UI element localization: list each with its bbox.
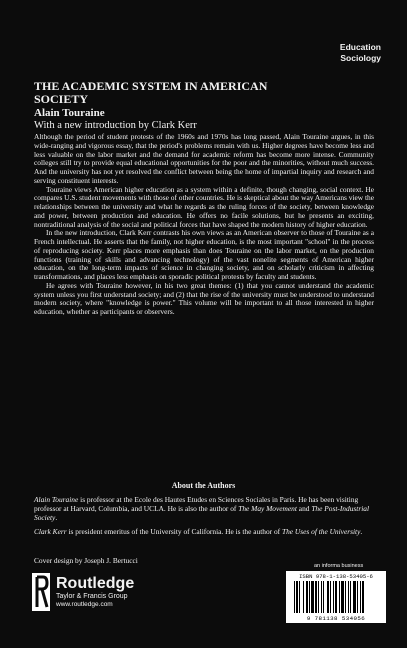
about-authors-heading: About the Authors [171,481,236,490]
barcode-bar [360,581,361,613]
kerr-bio: Clark Kerr is president emeritus of the University of California. He is the author of The Uses of the University. [34,527,363,537]
barcode-bar [303,581,304,613]
barcode-bar [296,581,298,613]
introduction-credit: With a new introduction by Clark Kerr [34,120,197,131]
barcode-bar [348,581,349,613]
touraine-bio: Alain Touraine is professor at the Ecole des Hautes Etudes en Sciences Sociales in Paris. He has been visiting professor at Harvard, Columbia, and UCLA. He is also the author of The May Movement and The Post-Industrial Society. [34,495,370,522]
description-paragraph-2: Touraine views American higher education as a system within a definite, though changing, social context. He compares U.S. student movements with those of other countries. He is skeptical about the way Americans view the relationships between the university and what he regards as the ruling forces of the society, between knowledge and power, between production and education. He offers no facile solutions, but he presents an exciting, nontraditional analysis of the social and political forces that have shaped the modern history of higher education. [34,184,374,229]
barcode-bar [299,581,300,613]
barcode-bar [333,581,334,613]
isbn-barcode [286,571,386,623]
category-sociology: Sociology [340,53,381,63]
barcode-bar [362,581,364,613]
barcode-bar [318,581,319,613]
barcode-bar [311,581,314,613]
description-paragraph-3: In the new introduction, Clark Kerr contrasts his own views as an American observer to those of Touraine as a French intellectual. He asserts that the family, not higher education, is the most important "school" in the process of reproducing society. Kerr places more emphasis than does Touraine on the labor market, on the production functions (training of skills and advancing technology) of the vast nonelite segments of American higher education, on the long-term impacts of science in changing society, and on scholarly criticism in affecting transformations, and places less emphasis on sporadic political protests by faculty and students. [34,228,374,281]
barcode-bar [353,581,356,613]
cover-design-credit: Cover design by Joseph J. Bertucci [34,556,138,565]
author-name: Alain Touraine [34,107,105,119]
barcode-bar [294,581,295,613]
category-education: Education [339,42,381,52]
barcode-bar [341,581,344,613]
publisher-name: Routledge [56,575,135,592]
barcode-bar [345,581,346,613]
barcode-bar [315,581,317,613]
barcode-bar [330,581,331,613]
barcode-bar [323,581,324,613]
publisher-logo [32,573,134,611]
subject-category [340,42,381,64]
touraine-name: Alain Touraine [34,495,79,504]
barcode-bar [306,581,308,613]
book-title: THE ACADEMIC SYSTEM IN AMERICAN SOCIETY [34,79,268,106]
barcode-bars [294,581,378,613]
barcode-bar [339,581,340,613]
barcode-bar [335,581,337,613]
kerr-name: Clark Kerr [34,527,67,537]
description-paragraph-4: He agrees with Touraine however, in his two great themes: (1) that you cannot understand the academic system unless you first understand society; and (2) that the rise of the university must be understood to understand modern society, where "knowledge is power." This volume will be important to all those interested in higher education, whether as participants or observers. [34,280,374,316]
about-authors [34,496,374,543]
description-paragraph-1: Although the period of student protests of the 1960s and 1970s has long passed, Alain Touraine argues, in this wide-ranging and vigorous essay, that the period's problems remain with us. Higher degrees have become less and less valuable on the labor market and the demand for academic reform has become more intense. Community colleges still try to provide equal educational opportunities for the poor and the minorities, without much success. And the university has not yet resolved the conflict between being the home of impartial inquiry and research and serving constituent interests. [34,132,374,185]
publisher-group: Taylor & Francis Group [56,593,128,600]
routledge-logo-icon [32,573,50,611]
publisher-url: www.routledge.com [56,601,113,608]
barcode-bar [309,581,310,613]
barcode-bar [321,581,322,613]
barcode-digits: 9 781138 534056 [306,615,366,622]
informa-label: an informa business [314,563,364,569]
barcode-bar [327,581,329,613]
book-description [34,133,374,317]
isbn-number: ISBN 978-1-138-53405-6 [299,573,373,580]
barcode-bar [357,581,358,613]
barcode-bar [350,581,351,613]
